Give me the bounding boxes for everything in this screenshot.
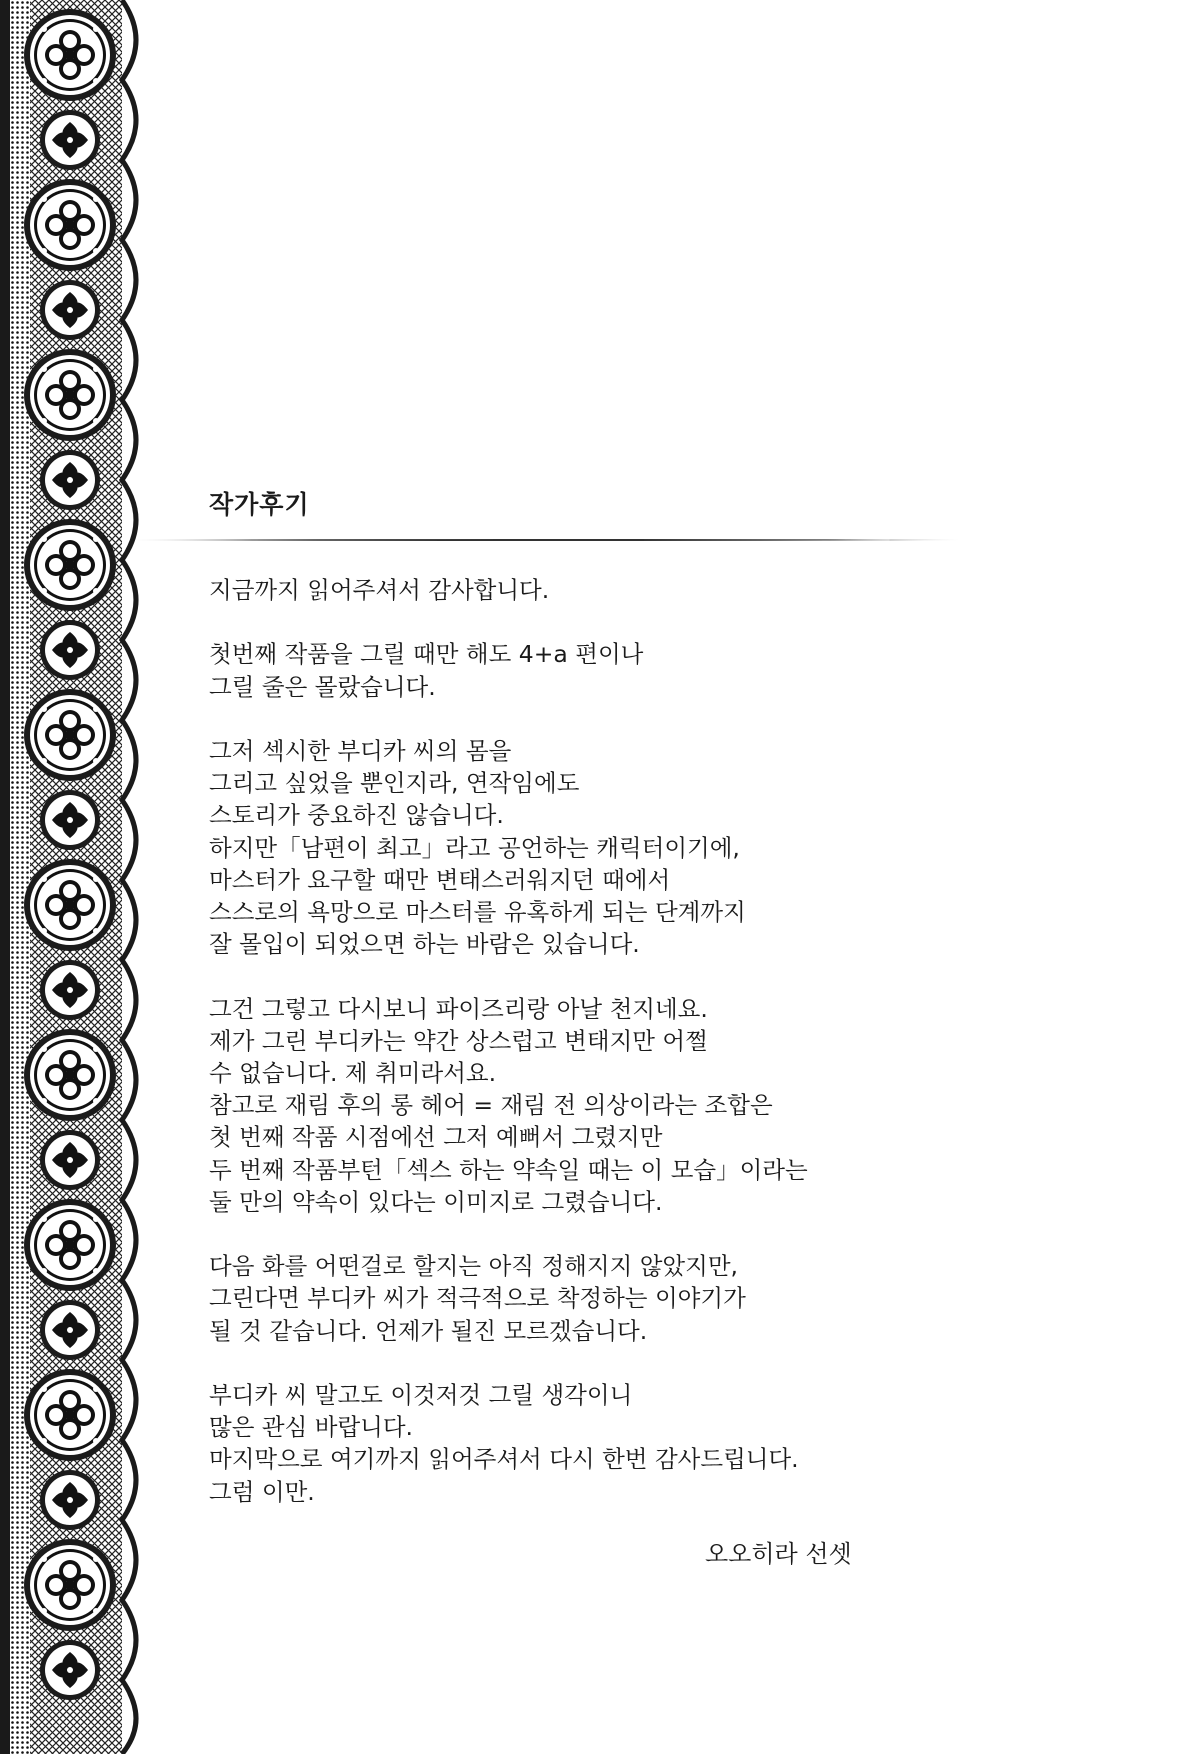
text-line: 그리고 싶었을 뿐인지라, 연작임에도 [209,769,580,798]
paragraph [209,1250,969,1347]
text-line: 하지만「남편이 최고」라고 공언하는 캐릭터이기에, [209,833,740,862]
text-line: 그린다면 부디카 씨가 적극적으로 착정하는 이야기가 [209,1284,746,1313]
text-line: 잘 몰입이 되었으면 하는 바람은 있습니다. [209,930,640,959]
text-line: 그릴 줄은 몰랐습니다. [209,672,436,701]
text-line: 두 번째 작품부턴「섹스 하는 약속일 때는 이 모습」이라는 [209,1155,808,1184]
text-line: 그건 그렇고 다시보니 파이즈리랑 아날 천지네요. [209,994,708,1023]
text-line: 스스로의 욕망으로 마스터를 유혹하게 되는 단계까지 [209,898,746,926]
text-line: 수 없습니다. 제 취미라서요. [209,1059,497,1087]
paragraph [209,1379,969,1508]
afterword-body [209,574,969,1540]
text-line: 될 것 같습니다. 언제가 될진 모르겠습니다. [209,1316,648,1345]
text-line: 지금까지 읽어주셔서 감사합니다. [209,576,550,604]
paragraph [209,574,969,606]
text-line: 제가 그린 부디카는 약간 상스럽고 변태지만 어쩔 [209,1026,708,1055]
paragraph [209,638,969,702]
text-line: 마지막으로 여기까지 읽어주셔서 다시 한번 감사드립니다. [209,1445,799,1474]
author-signature: 오오히라 선셋 [705,1540,852,1568]
paragraph [209,993,969,1218]
page-title: 작가후기 [209,490,310,519]
text-line: 스토리가 중요하진 않습니다. [209,801,504,830]
text-line: 그저 섹시한 부디카 씨의 몸을 [209,736,512,765]
text-line: 둘 만의 약속이 있다는 이미지로 그렸습니다. [209,1187,663,1216]
paragraph [209,735,969,960]
text-line: 부디카 씨 말고도 이것저것 그릴 생각이니 [209,1381,633,1409]
text-line: 많은 관심 바랍니다. [209,1413,414,1442]
text-line: 첫번째 작품을 그릴 때만 해도 4+a 편이나 [209,640,644,669]
text-line: 첫 번째 작품 시점에선 그저 예뻐서 그렸지만 [209,1123,663,1152]
text-line: 참고로 재림 후의 롱 헤어 = 재림 전 의상이라는 조합은 [209,1091,773,1120]
text-line: 그럼 이만. [209,1477,315,1506]
lace-border-ornament [0,0,150,1754]
text-line: 다음 화를 어떤걸로 할지는 아직 정해지지 않았지만, [209,1252,739,1281]
text-line: 마스터가 요구할 때만 변태스러워지던 때에서 [209,865,671,894]
title-divider [130,538,960,542]
